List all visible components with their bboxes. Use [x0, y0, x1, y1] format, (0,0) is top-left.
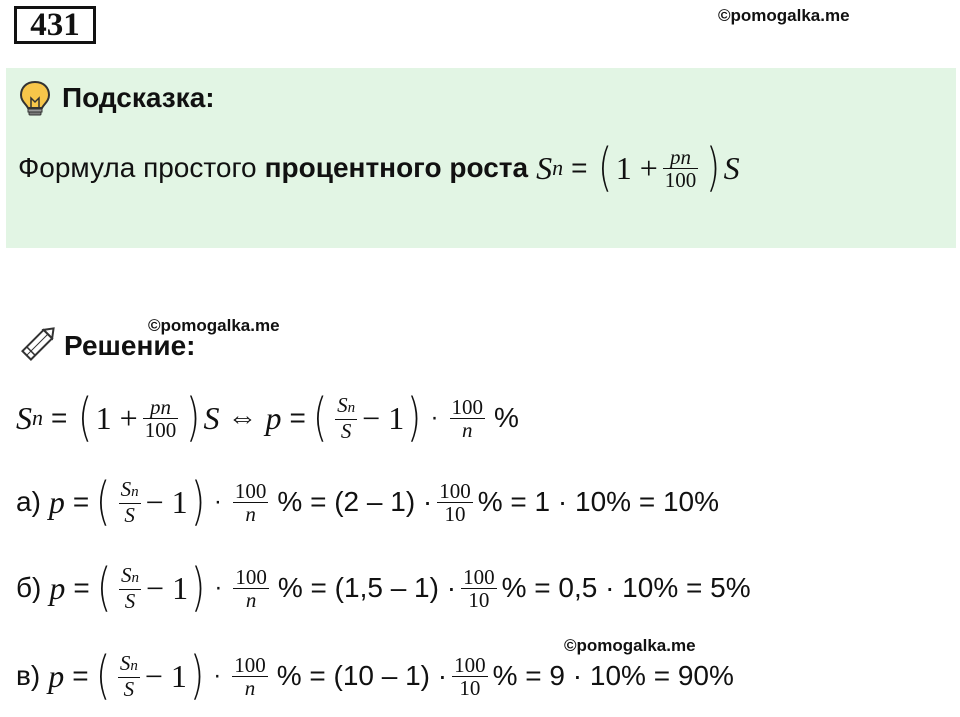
formula-lhs-sub: n [552, 155, 564, 180]
part-line: б) p = ( $\frac{Sn}{S}$ − 1 ) · $\frac{100}{n}$ % = (1,5 – 1) · $\frac{100}{10}$ % = 0,5 · 10% = 5% [16, 558, 751, 618]
part-calc-prefix: % = (10 – 1) · [276, 660, 448, 691]
fraction-100-n [233, 480, 269, 525]
fraction-numerator: 100 [234, 652, 266, 677]
fraction-100-10 [461, 566, 497, 611]
part-minus: − [146, 569, 165, 606]
watermark: ©pomogalka.me [564, 636, 696, 655]
fraction-numerator-sub: n [130, 658, 138, 674]
gen-plus: + [119, 399, 138, 436]
gen-one: 1 [95, 399, 112, 436]
part-minus: − [144, 657, 163, 694]
left-paren: ( [96, 558, 111, 618]
right-paren: ) [407, 388, 422, 448]
part-label: в) [16, 660, 41, 691]
fraction-100-10 [452, 654, 488, 699]
fraction-numerator: S [337, 393, 348, 417]
fraction-numerator: pn [670, 144, 692, 169]
part-p: p [49, 569, 66, 606]
part-c [16, 646, 734, 706]
fraction-denominator: S [124, 503, 135, 527]
gen-one2: 1 [388, 399, 405, 436]
equivalence-sign: ⇔ [227, 401, 258, 434]
fraction-sn-s [335, 394, 357, 442]
fraction-100-10 [437, 480, 473, 525]
fraction-numerator: 100 [463, 564, 495, 589]
right-paren: ) [189, 646, 205, 706]
fraction-denominator: n [245, 587, 257, 612]
fraction-denominator: 10 [459, 675, 481, 700]
formula-eq: = [571, 152, 588, 183]
fraction-numerator: 100 [451, 394, 483, 419]
fraction-denominator: n [245, 501, 256, 526]
fraction-numerator: S [120, 477, 132, 501]
fraction-denominator: 10 [444, 501, 466, 526]
part-calc-prefix: % = (1,5 – 1) · [277, 572, 457, 603]
pencil-icon [18, 326, 58, 367]
gen-lhs: S [16, 399, 32, 436]
part-p: p [48, 657, 65, 694]
gen-minus: − [362, 399, 381, 436]
fraction-denominator: S [340, 419, 352, 443]
fraction-100-n [450, 396, 486, 441]
general-formula: S n = ( 1 + $\frac{pn}{100}$ ) S ⇔ p = ( $\frac{Sn}{S}$ − 1 ) · $\frac{100}{n}$ % [16, 388, 519, 448]
part-calc-suffix: % = 9 · 10% = 90% [492, 660, 734, 691]
task-number: 431 [14, 6, 96, 44]
fraction-denominator: 10 [468, 587, 490, 612]
formula-plus: + [639, 149, 658, 186]
fraction-numerator: S [119, 651, 131, 675]
gen-p: p [265, 399, 282, 436]
gen-rhs: S [203, 399, 220, 436]
fraction-numerator-sub: n [131, 484, 139, 500]
left-paren: ( [96, 472, 111, 532]
watermark: ©pomogalka.me [148, 316, 280, 335]
watermark: ©pomogalka.me [718, 6, 850, 25]
fraction-denominator: S [123, 677, 135, 701]
fraction-100-n [232, 654, 268, 699]
hint-title: Подсказка: [62, 82, 215, 113]
fraction-sn-s [119, 564, 141, 612]
fraction-numerator-sub: n [131, 570, 140, 586]
fraction-numerator: 100 [454, 652, 486, 677]
hint-text-bold: процентного роста [264, 152, 529, 183]
fraction-numerator: 100 [235, 564, 267, 589]
part-one: 1 [172, 569, 189, 606]
gen-percent: % [494, 402, 519, 433]
fraction-denominator: n [244, 675, 256, 700]
part-eq: = [72, 660, 89, 691]
part-one: 1 [171, 483, 188, 520]
part-label: б) [16, 572, 42, 603]
fraction-numerator: S [121, 563, 132, 587]
fraction-denominator: 100 [664, 167, 697, 192]
right-paren: ) [190, 472, 205, 532]
part-calc-prefix: % = (2 – 1) · [277, 486, 433, 517]
left-paren: ( [78, 388, 93, 448]
fraction-denominator: S [124, 589, 136, 613]
gen-eq2: = [289, 402, 306, 433]
part-calc-suffix: % = 1 · 10% = 10% [477, 486, 720, 517]
hint-text-plain: Формула простого [18, 152, 257, 183]
lightbulb-icon [18, 80, 52, 121]
fraction-numerator: pn [149, 394, 171, 419]
part-a [16, 472, 720, 532]
part-b [16, 558, 751, 618]
fraction-pn-100 [663, 146, 699, 191]
right-paren: ) [186, 388, 201, 448]
fraction-denominator: n [462, 417, 473, 442]
fraction-100-n [233, 566, 269, 611]
part-eq: = [72, 486, 90, 517]
right-paren: ) [191, 558, 206, 618]
fraction-sn-s [119, 478, 141, 526]
fraction-numerator: 100 [439, 478, 471, 503]
fraction-pn-100 [143, 396, 179, 441]
part-label: а) [16, 486, 41, 517]
fraction-sn-s [118, 652, 140, 700]
part-p: p [48, 483, 65, 520]
formula-lhs: S [536, 149, 553, 186]
formula-rhs: S [723, 149, 740, 186]
right-paren: ) [706, 138, 721, 198]
part-eq: = [73, 572, 90, 603]
part-line: в) p = ( $\frac{Sn}{S}$ − 1 ) · $\frac{100}{n}$ % = (10 – 1) · $\frac{100}{10}$ % = 9 · 10% = 90% [16, 646, 734, 706]
solution-title: Решение: [64, 330, 196, 361]
gen-eq: = [51, 402, 68, 433]
part-calc-suffix: % = 0,5 · 10% = 5% [501, 572, 751, 603]
fraction-denominator: 100 [144, 417, 177, 442]
part-minus: − [145, 483, 164, 520]
left-paren: ( [312, 388, 328, 448]
gen-lhs-sub: n [32, 405, 43, 430]
hint-text [18, 138, 740, 198]
left-paren: ( [95, 646, 110, 706]
left-paren: ( [598, 138, 613, 198]
fraction-numerator: 100 [234, 478, 267, 503]
part-one: 1 [170, 657, 187, 694]
formula-one: 1 [615, 149, 632, 186]
part-line: а) p = ( $\frac{Sn}{S}$ − 1 ) · $\frac{100}{n}$ % = (2 – 1) · $\frac{100}{10}$ % = 1 · 10% = 10% [16, 472, 720, 532]
fraction-numerator-sub: n [347, 400, 356, 416]
